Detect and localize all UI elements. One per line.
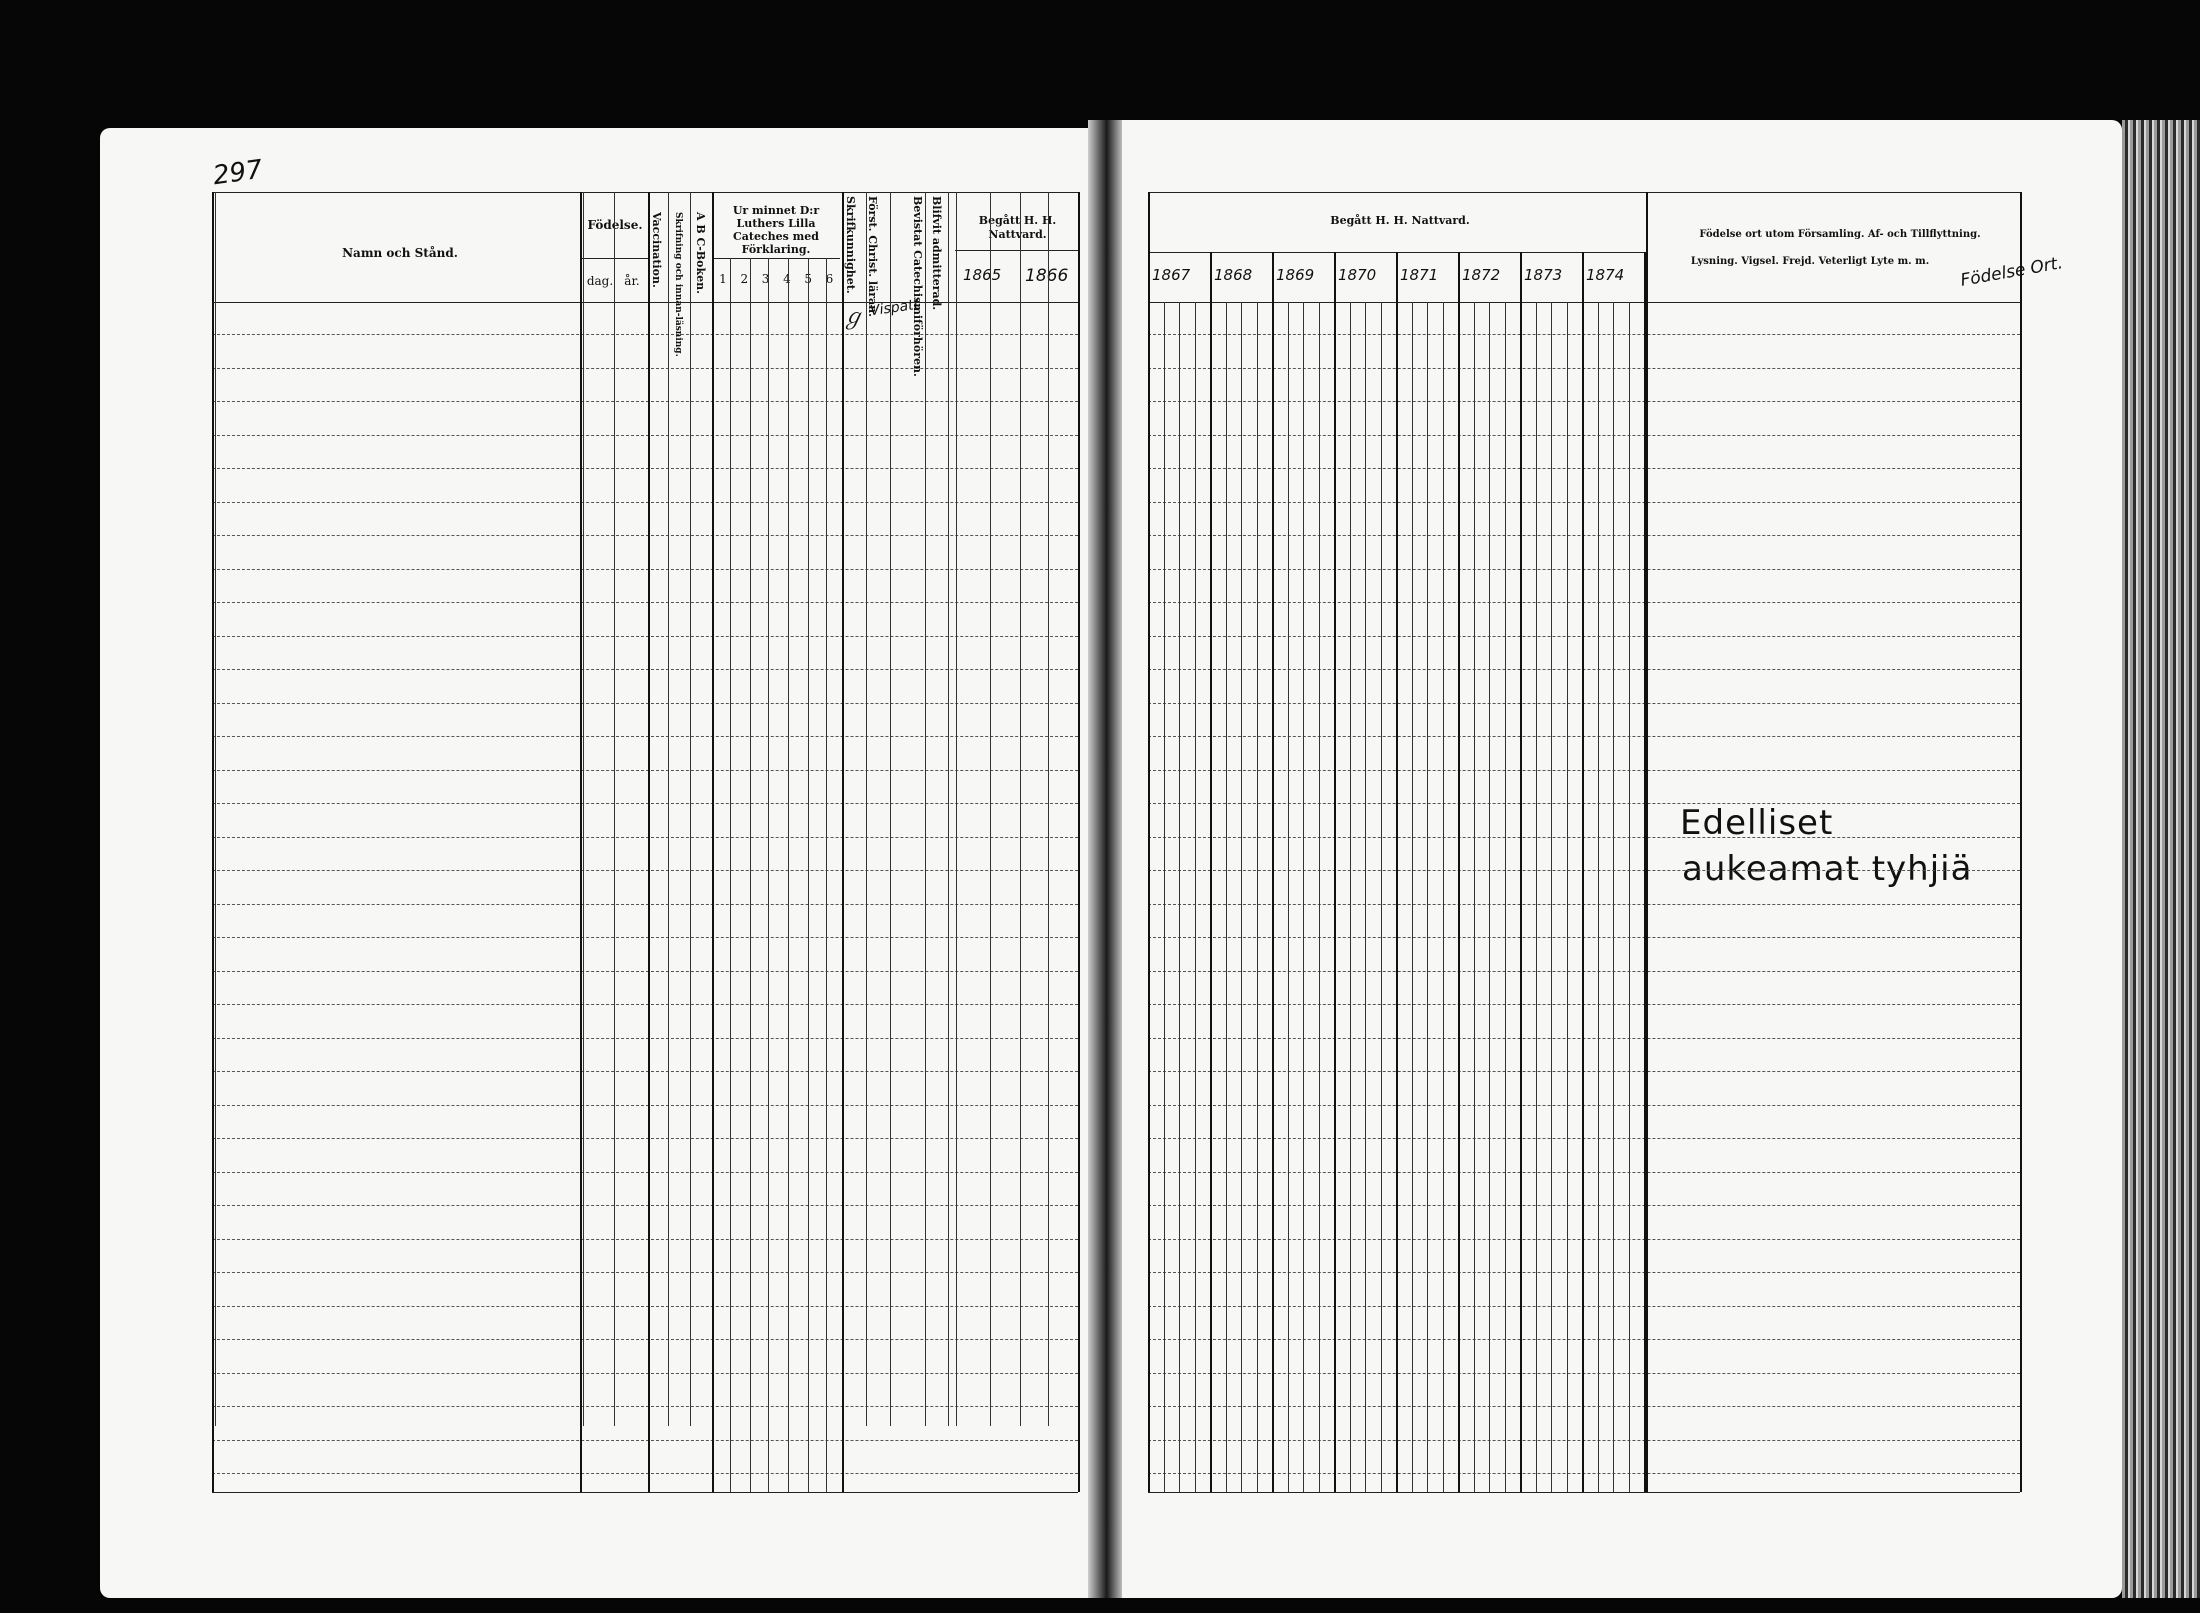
header-catechism: Ur minnet D:r Luthers Lilla Cateches med Förklaring. (732, 204, 820, 256)
right-row-rule (1148, 870, 2020, 871)
right-row-rule (1148, 1406, 2020, 1407)
catechism-sub-rule (712, 258, 840, 259)
right-row-rule (1148, 502, 2020, 503)
handwritten-birthplace: Födelse Ort. (1959, 253, 2065, 291)
year-block-rule (1272, 252, 1274, 1492)
catechism-col-3: 3 (761, 272, 770, 286)
year-sub-rule (1567, 302, 1568, 1492)
right-row-rule (1148, 1272, 2020, 1273)
left-column-rule (583, 192, 584, 1426)
right-row-rule (1148, 1239, 2020, 1240)
year-sub-rule (1536, 302, 1537, 1492)
left-column-rule (580, 192, 582, 1492)
left-column-rule (215, 192, 216, 1426)
catechism-col-2: 2 (740, 272, 749, 286)
right-row-rule (1148, 770, 2020, 771)
right-row-rule (1148, 937, 2020, 938)
communion-sub-rule (955, 250, 1078, 251)
right-row-rule (1148, 1205, 2020, 1206)
left-column-rule (1048, 192, 1049, 1426)
right-row-rule (1148, 736, 2020, 737)
header-birth-day: dag. (586, 274, 614, 288)
header-written: Skrifkunnighet. (844, 196, 857, 294)
year-sub-rule (1381, 302, 1382, 1492)
header-communion-left: Begått H. H. Nattvard. (978, 214, 1057, 241)
left-column-rule (614, 192, 615, 1426)
year-sub-rule (1489, 302, 1490, 1492)
header-birthplace-2: Lysning. Vigsel. Frejd. Veterligt Lyte m. m. (1690, 256, 1930, 267)
left-page (100, 128, 1088, 1598)
left-column-rule (866, 192, 867, 1426)
right-row-rule (1148, 1071, 2020, 1072)
birthplace-rule (1646, 192, 1648, 1492)
left-column-rule (648, 192, 650, 1492)
handwritten-mark-1: ℊ (842, 305, 865, 330)
year-sub-rule (1598, 302, 1599, 1492)
catechism-col-4: 4 (783, 272, 791, 286)
left-bottom-rule (212, 1492, 1078, 1493)
year-sub-rule (1443, 302, 1444, 1492)
right-row-rule (1148, 669, 2020, 670)
year-sub-rule (1164, 302, 1165, 1492)
right-row-rule (1148, 468, 2020, 469)
header-communion-right: Begått H. H. Nattvard. (1330, 214, 1470, 227)
year-block-rule (1458, 252, 1460, 1492)
left-column-rule (668, 192, 669, 1426)
right-row-rule (1148, 837, 2020, 838)
right-row-rule (1148, 1105, 2020, 1106)
right-row-rule (1148, 1172, 2020, 1173)
header-name: Namn och Stånd. (342, 246, 458, 260)
year-sub-rule (1241, 302, 1242, 1492)
right-header-top (1148, 192, 2020, 193)
note-line-1: Edelliset (1680, 803, 1834, 843)
year-block-rule (1582, 252, 1584, 1492)
year-sub-rule (1474, 302, 1475, 1492)
handwritten-mark-2: Vispatt (869, 296, 921, 320)
left-column-rule (808, 258, 809, 1492)
right-row-rule (1148, 703, 2020, 704)
left-column-rule (948, 192, 949, 1426)
year-sub-rule (1412, 302, 1413, 1492)
page-number: 297 (211, 154, 265, 192)
year-sub-rule (1505, 302, 1506, 1492)
left-column-rule (212, 192, 214, 1492)
right-header-bottom (1148, 302, 2020, 303)
right-first-rule (1148, 192, 1150, 1492)
year-1869: 1869 (1276, 266, 1315, 284)
header-birthplace-1: Födelse ort utom Församling. Af- och Tillflyttning. (1699, 229, 1981, 240)
year-sub-rule (1179, 302, 1180, 1492)
year-sub-rule (1365, 302, 1366, 1492)
year-sub-rule (1629, 302, 1630, 1492)
right-row-rule (1148, 1306, 2020, 1307)
year-sub-rule (1288, 302, 1289, 1492)
header-reading: Skrifning och innan-läsning. (673, 212, 683, 357)
right-row-rule (1148, 971, 2020, 972)
catechism-col-6: 6 (825, 272, 834, 286)
left-column-rule (768, 258, 769, 1492)
catechism-col-1: 1 (719, 272, 727, 286)
subheader-rule (582, 258, 650, 259)
year-1874: 1874 (1586, 266, 1625, 284)
right-row-rule (1148, 569, 2020, 570)
year-sub-rule (1551, 302, 1552, 1492)
left-column-rule (990, 192, 991, 1426)
left-column-rule (1078, 192, 1080, 1492)
year-1867: 1867 (1152, 266, 1191, 284)
right-row-rule (1148, 401, 2020, 402)
right-row-rule (1148, 1138, 2020, 1139)
right-row-rule (1148, 1339, 2020, 1340)
left-row-rule (212, 1473, 1078, 1474)
right-row-rule (1148, 368, 2020, 369)
right-row-rule (1148, 1440, 2020, 1441)
right-row-rule (1148, 602, 2020, 603)
right-row-rule (1148, 1373, 2020, 1374)
right-last-rule (2020, 192, 2022, 1492)
book-spine (1088, 120, 1122, 1598)
header-vaccination: Vaccination. (650, 212, 663, 288)
year-1873: 1873 (1524, 266, 1563, 284)
year-sub-rule (1613, 302, 1614, 1492)
year-sub-rule (1195, 302, 1196, 1492)
year-sub-rule (1319, 302, 1320, 1492)
header-admitted: Blifvit admitterad. (930, 196, 943, 311)
year-sub-rule (1350, 302, 1351, 1492)
left-column-rule (690, 192, 691, 1426)
left-column-rule (750, 258, 751, 1492)
left-column-rule (842, 192, 844, 1492)
right-bottom-rule (1148, 1492, 2020, 1493)
year-1865: 1865 (963, 266, 1002, 284)
right-row-rule (1148, 803, 2020, 804)
handwritten-note (1680, 800, 1972, 892)
year-sub-rule (1427, 302, 1428, 1492)
year-1872: 1872 (1462, 266, 1501, 284)
year-sub-rule (1257, 302, 1258, 1492)
left-column-rule (826, 258, 827, 1492)
left-column-rule (890, 192, 891, 1426)
right-row-rule (1148, 904, 2020, 905)
left-column-rule (730, 258, 731, 1492)
year-sub-rule (1303, 302, 1304, 1492)
year-block-rule (1520, 252, 1522, 1492)
note-line-2: aukeamat tyhjiä (1682, 849, 1973, 889)
year-block-rule (1396, 252, 1398, 1492)
right-row-rule (1148, 334, 2020, 335)
header-birth: Födelse. (587, 218, 643, 232)
left-column-rule (712, 192, 714, 1492)
left-row-rule (212, 1440, 1078, 1441)
right-row-rule (1148, 1473, 2020, 1474)
year-1868: 1868 (1214, 266, 1253, 284)
header-abc: A B C-Boken. (694, 212, 707, 294)
header-birth-year: år. (624, 274, 640, 288)
year-sub-rule (1226, 302, 1227, 1492)
right-row-rule (1148, 1004, 2020, 1005)
year-1866: 1866 (1025, 266, 1069, 286)
year-block-rule (1210, 252, 1212, 1492)
left-column-rule (956, 192, 957, 1426)
right-row-rule (1148, 535, 2020, 536)
left-column-rule (925, 192, 926, 1426)
year-1871: 1871 (1400, 266, 1439, 284)
year-1870: 1870 (1338, 266, 1377, 284)
right-row-rule (1148, 1038, 2020, 1039)
left-column-rule (788, 258, 789, 1492)
catechism-col-5: 5 (804, 272, 812, 286)
year-block-rule (1334, 252, 1336, 1492)
left-column-rule (1020, 192, 1021, 1426)
page-edges (2122, 120, 2200, 1598)
header-deviation: Bevistat Catechismiförhören. (911, 196, 924, 377)
right-row-rule (1148, 435, 2020, 436)
header-christ: Först. Christ. läran. (866, 196, 879, 317)
right-row-rule (1148, 636, 2020, 637)
